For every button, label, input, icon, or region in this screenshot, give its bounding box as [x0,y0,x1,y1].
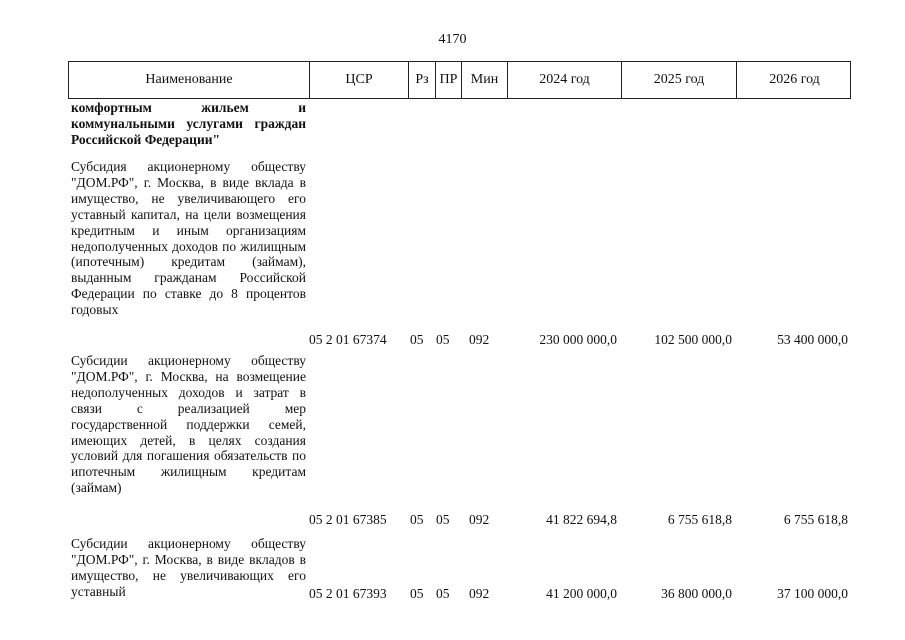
row-2-pr: 05 [436,512,450,527]
row-3-2024: 41 200 000,0 [546,586,617,601]
row-1-2024: 230 000 000,0 [539,332,617,347]
header-min: Мин [461,62,507,98]
table-header [68,61,851,99]
row-3-2025: 36 800 000,0 [661,586,732,601]
row-1-csr: 05 2 01 67374 [309,332,387,347]
row-3-name: Субсидии акционерному обществу "ДОМ.РФ", г. Москва, в виде вкладов в имущество, не увеличивающих его уставный [71,536,306,599]
row-1-rz: 05 [410,332,424,347]
header-csr: ЦСР [309,62,408,98]
row-3-min: 092 [469,586,490,601]
row-1-name: Субсидия акционерному обществу "ДОМ.РФ", г. Москва, в виде вклада в имущество, не увеличивающего его уставный капитал, на цели возмещения кредитным и иным организациям недополученных доходов по жилищным (ипотечным) кредитам (займам), выданным гражданам Российской Федерации по ставке до 8 процентов годовых [71,159,306,318]
row-1-2026: 53 400 000,0 [777,332,848,347]
row-2-2025: 6 755 618,8 [667,512,732,527]
row-3-csr: 05 2 01 67393 [309,586,387,601]
header-rz: Рз [408,62,435,98]
row-2-rz: 05 [410,512,424,527]
row-1-min: 092 [469,332,490,347]
continuation-name: комфортным жильем и коммунальными услугами граждан Российской Федерации" [71,100,306,147]
row-1-pr: 05 [436,332,450,347]
header-2024: 2024 год [507,62,621,98]
header-name: Наименование [145,72,233,87]
row-3-rz: 05 [410,586,424,601]
row-2-2024: 41 822 694,8 [546,512,617,527]
header-2025: 2025 год [621,62,736,98]
row-2-2026: 6 755 618,8 [783,512,848,527]
page-number: 4170 [438,32,467,47]
header-2026: 2026 год [736,62,852,98]
row-2-min: 092 [469,512,490,527]
row-3-2026: 37 100 000,0 [777,586,848,601]
row-3-pr: 05 [436,586,450,601]
header-pr: ПР [435,62,461,98]
row-1-2025: 102 500 000,0 [654,332,732,347]
row-2-csr: 05 2 01 67385 [309,512,387,527]
row-2-name: Субсидии акционерному обществу "ДОМ.РФ", г. Москва, на возмещение недополученных доходов и затрат в связи с реализацией мер государственной поддержки семей, имеющих детей, в целях создания условий для погашения обязательств по ипотечным жилищным кредитам (займам) [71,353,306,496]
